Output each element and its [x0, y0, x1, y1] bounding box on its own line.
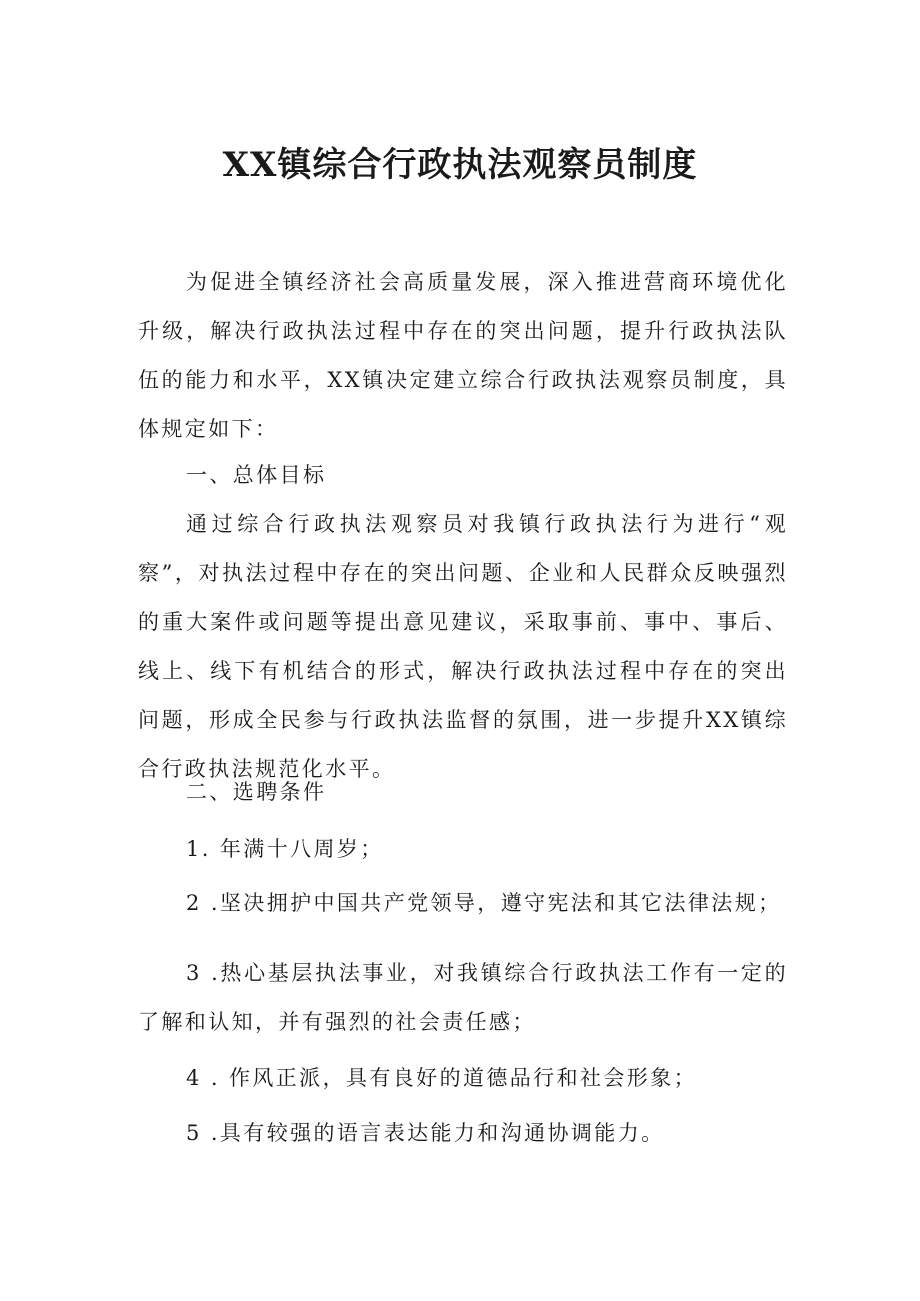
section-heading-goal: 一、总体目标	[186, 463, 327, 487]
goal-paragraph: 通过综合行政执法观察员对我镇行政执法行为进行“观察”，对执法过程中存在的突出问题、企业和人民群众反映强烈的重大案件或问题等提出意见建议，采取事前、事中、事后、线上、线下有机结合的形式，解决行政执法过程中存在的突出问题，形成全民参与行政执法监督的氛围，进一步提升XX镇综合行政执法规范化水平。	[138, 512, 788, 781]
condition-item-3: 3 .热心基层执法事业，对我镇综合行政执法工作有一定的了解和认知，并有强烈的社会责任感；	[138, 961, 788, 1034]
condition-item-5: 5 .具有较强的语言表达能力和沟通协调能力。	[186, 1121, 665, 1145]
document-title: XX镇综合行政执法观察员制度	[222, 144, 698, 185]
section-heading-conditions: 二、选聘条件	[186, 780, 327, 804]
condition-item-4: 4 . 作风正派，具有良好的道德品行和社会形象；	[186, 1066, 697, 1090]
condition-item-2: 2 .坚决拥护中国共产党领导，遵守宪法和其它法律法规；	[186, 891, 782, 915]
intro-paragraph: 为促进全镇经济社会高质量发展，深入推进营商环境优化升级，解决行政执法过程中存在的突出问题，提升行政执法队伍的能力和水平，XX镇决定建立综合行政执法观察员制度，具体规定如下：	[138, 270, 788, 441]
condition-item-1: 1. 年满十八周岁；	[186, 837, 384, 861]
